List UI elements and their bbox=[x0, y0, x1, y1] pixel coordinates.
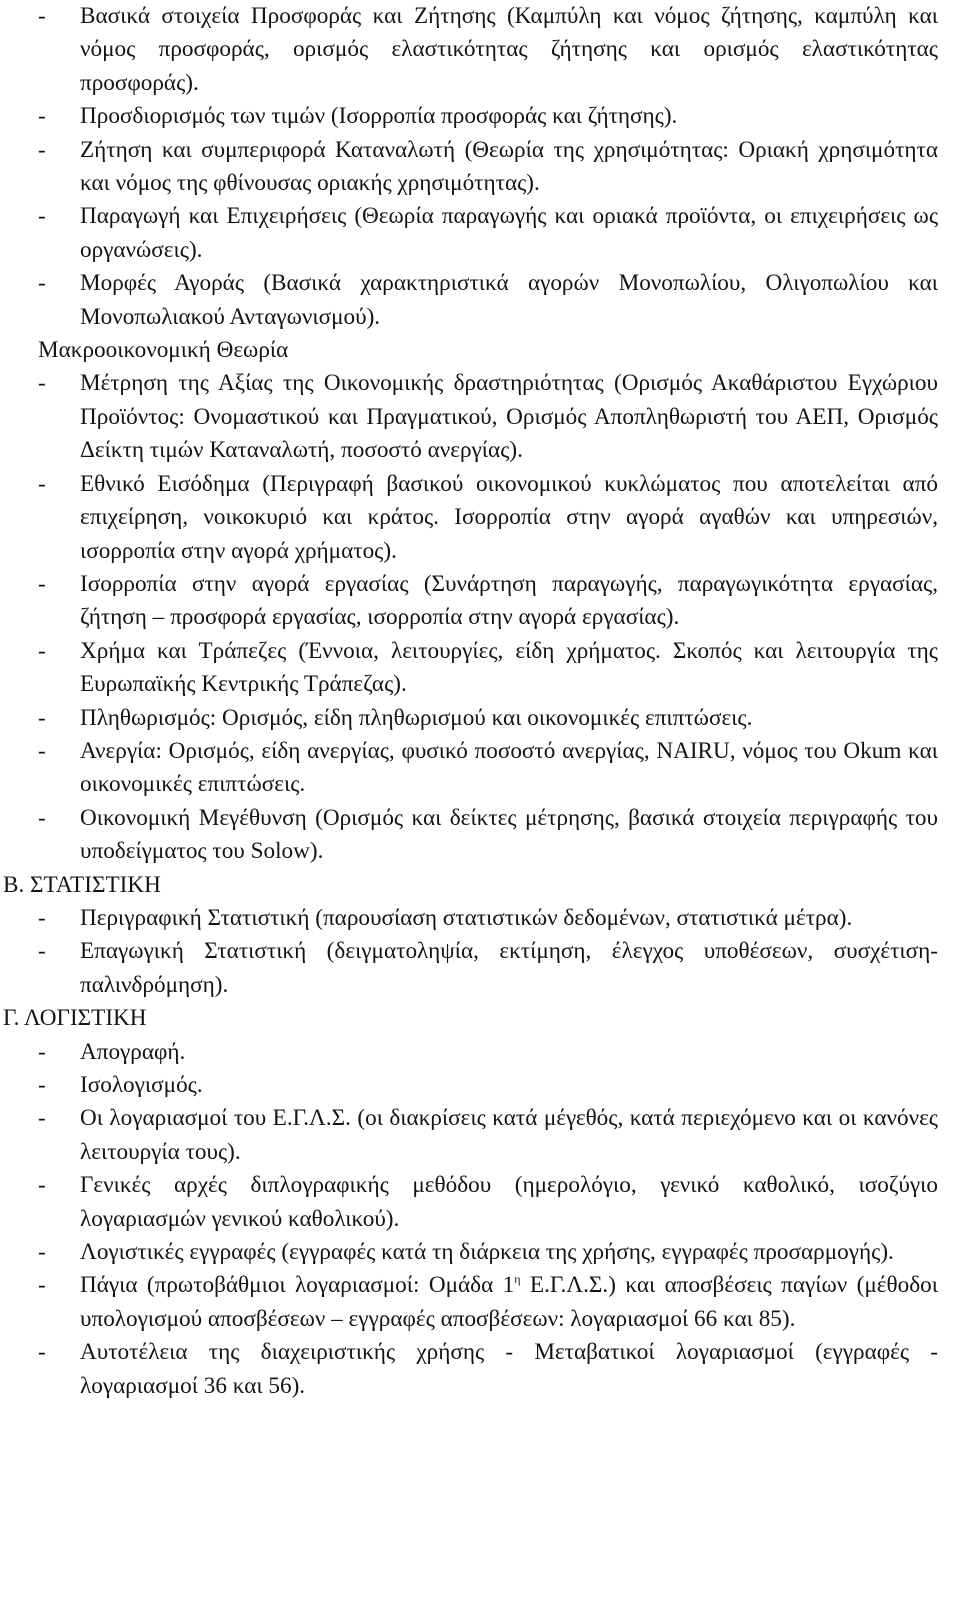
list-item-text: Περιγραφική Στατιστική (παρουσίαση στατιστικών δεδομένων, στατιστικά μέτρα). bbox=[80, 904, 853, 931]
list-item-text: Γενικές αρχές διπλογραφικής μεθόδου (ημερολόγιο, γενικό καθολικό, ισοζύγιο λογαριασμών γενικού καθολικού). bbox=[80, 1172, 938, 1232]
list-item-text: Ανεργία: Ορισμός, είδη ανεργίας, φυσικό ποσοστό ανεργίας, NAIRU, νόμος του Okum και οικονομικές επιπτώσεις. bbox=[80, 737, 938, 798]
list-dash: - bbox=[38, 103, 46, 130]
list-item-text: Παραγωγή και Επιχειρήσεις (Θεωρία παραγωγής και οριακά προϊόντα, οι επιχειρήσεις ως οργανώσεις). bbox=[80, 203, 938, 263]
text-fragment: Ε.Γ.Λ.Σ.) και αποσβέσεις παγίων (μέθοδοι υπολογισμού αποσβέσεων – εγγραφές αποσβέσεων: λογαριασμοί 66 και 85). bbox=[80, 1272, 938, 1332]
list-dash: - bbox=[38, 3, 46, 29]
macroeconomics-list bbox=[38, 367, 938, 868]
list-dash: - bbox=[38, 1272, 46, 1299]
list-dash: - bbox=[38, 570, 46, 597]
list-item-text: Οι λογαριασμοί του Ε.Γ.Λ.Σ. (οι διακρίσεις κατά μέγεθός, κατά περιεχόμενο και οι κανόνες λειτουργία τους). bbox=[80, 1105, 938, 1165]
list-item bbox=[38, 1336, 938, 1403]
list-dash: - bbox=[38, 470, 46, 497]
list-dash: - bbox=[38, 904, 46, 931]
list-dash: - bbox=[38, 270, 46, 297]
list-dash: - bbox=[38, 804, 46, 831]
list-item bbox=[38, 1069, 938, 1102]
list-item bbox=[38, 635, 938, 702]
macroeconomics-heading: Μακροοικονομική Θεωρία bbox=[38, 337, 289, 364]
list-item bbox=[38, 1169, 938, 1236]
list-item bbox=[38, 134, 938, 201]
text-fragment: Πάγια (πρωτοβάθμιοι λογαριασμοί: Ομάδα 1 bbox=[80, 1272, 515, 1299]
list-dash: - bbox=[38, 203, 46, 230]
list-item bbox=[38, 200, 938, 267]
microeconomics-list bbox=[38, 0, 938, 334]
list-item-text: Λογιστικές εγγραφές (εγγραφές κατά τη διάρκεια της χρήσης, εγγραφές προσαρμογής). bbox=[80, 1239, 894, 1266]
superscript: η bbox=[514, 1272, 521, 1287]
list-dash: - bbox=[38, 1239, 46, 1266]
list-item bbox=[38, 367, 938, 467]
list-dash: - bbox=[38, 938, 46, 965]
list-item-text: Χρήμα και Τράπεζες (Έννοια, λειτουργίες, είδη χρήματος. Σκοπός και λειτουργία της Ευρωπαϊκής Κεντρικής Τράπεζας). bbox=[80, 637, 938, 698]
list-item bbox=[38, 1236, 938, 1269]
list-dash: - bbox=[38, 1339, 46, 1366]
list-item bbox=[38, 568, 938, 635]
list-dash: - bbox=[38, 1105, 46, 1132]
list-item-text: Απογραφή. bbox=[80, 1038, 186, 1065]
list-item bbox=[38, 802, 938, 869]
list-dash: - bbox=[38, 737, 46, 764]
list-dash: - bbox=[38, 370, 46, 397]
list-dash: - bbox=[38, 1038, 46, 1065]
list-dash: - bbox=[38, 136, 46, 163]
list-dash: - bbox=[38, 704, 46, 731]
list-dash: - bbox=[38, 1172, 46, 1199]
list-item bbox=[38, 1102, 938, 1169]
accounting-list bbox=[38, 1036, 938, 1403]
list-item bbox=[38, 935, 938, 1002]
list-item-text: Αυτοτέλεια της διαχειριστικής χρήσης - Μεταβατικοί λογαριασμοί (εγγραφές - λογαριασμοί 36 και 56). bbox=[80, 1339, 938, 1399]
list-item-text: Μορφές Αγοράς (Βασικά χαρακτηριστικά αγορών Μονοπωλίου, Ολιγοπωλίου και Μονοπωλιακού Ανταγωνισμού). bbox=[80, 270, 938, 330]
section-accounting-heading: Γ. ΛΟΓΙΣΤΙΚΗ bbox=[3, 1005, 147, 1032]
list-item bbox=[38, 100, 938, 133]
list-item bbox=[38, 902, 938, 935]
list-item-text: Μέτρηση της Αξίας της Οικονομικής δραστηριότητας (Ορισμός Ακαθάριστου Εγχώριου Προϊόντος: Ονομαστικού και Πραγματικού, Ορισμός Αποπληθωριστή του ΑΕΠ, Ορισμός Δείκτη τιμών Καταναλωτή, ποσοστό ανεργίας). bbox=[80, 370, 938, 464]
list-item-text: Εθνικό Εισόδημα (Περιγραφή βασικού οικονομικού κυκλώματος που αποτελείται από επιχείρηση, νοικοκυριό και κράτος. Ισορροπία στην αγορά αγαθών και υπηρεσιών, ισορροπία στην αγορά χρήματος). bbox=[80, 470, 938, 564]
list-item bbox=[38, 468, 938, 568]
list-item-text: Ζήτηση και συμπεριφορά Καταναλωτή (Θεωρία της χρησιμότητας: Οριακή χρησιμότητα και νόμος της φθίνουσας οριακής χρησιμότητας). bbox=[80, 136, 938, 197]
list-item bbox=[38, 1269, 938, 1336]
list-dash: - bbox=[38, 1072, 46, 1098]
section-statistics-heading: Β. ΣΤΑΤΙΣΤΙΚΗ bbox=[3, 871, 161, 898]
list-dash: - bbox=[38, 637, 46, 664]
statistics-list bbox=[38, 902, 938, 1002]
list-item-text: Ισορροπία στην αγορά εργασίας (Συνάρτηση παραγωγής, παραγωγικότητα εργασίας, ζήτηση – προσφορά εργασίας, ισορροπία στην αγορά εργασίας). bbox=[80, 570, 938, 631]
list-item bbox=[38, 0, 938, 100]
list-item-text: Ισολογισμός. bbox=[80, 1072, 203, 1098]
list-item bbox=[38, 267, 938, 334]
list-item-text: Επαγωγική Στατιστική (δειγματοληψία, εκτίμηση, έλεγχος υποθέσεων, συσχέτιση-παλινδρόμηση). bbox=[80, 938, 938, 998]
list-item-text: Οικονομική Μεγέθυνση (Ορισμός και δείκτες μέτρησης, βασικά στοιχεία περιγραφής του υποδείγματος του Solow). bbox=[80, 804, 938, 865]
list-item-text-fixed-assets bbox=[80, 1269, 938, 1336]
list-item bbox=[38, 735, 938, 802]
list-item-text: Προσδιορισμός των τιμών (Ισορροπία προσφοράς και ζήτησης). bbox=[80, 103, 678, 130]
list-item bbox=[38, 1036, 938, 1069]
list-item bbox=[38, 702, 938, 735]
list-item-text: Πληθωρισμός: Ορισμός, είδη πληθωρισμού και οικονομικές επιπτώσεις. bbox=[80, 704, 753, 731]
list-item-text: Βασικά στοιχεία Προσφοράς και Ζήτησης (Καμπύλη και νόμος ζήτησης, καμπύλη και νόμος προσφοράς, ορισμός ελαστικότητας ζήτησης και ορισμός ελαστικότητας προσφοράς). bbox=[80, 3, 938, 96]
